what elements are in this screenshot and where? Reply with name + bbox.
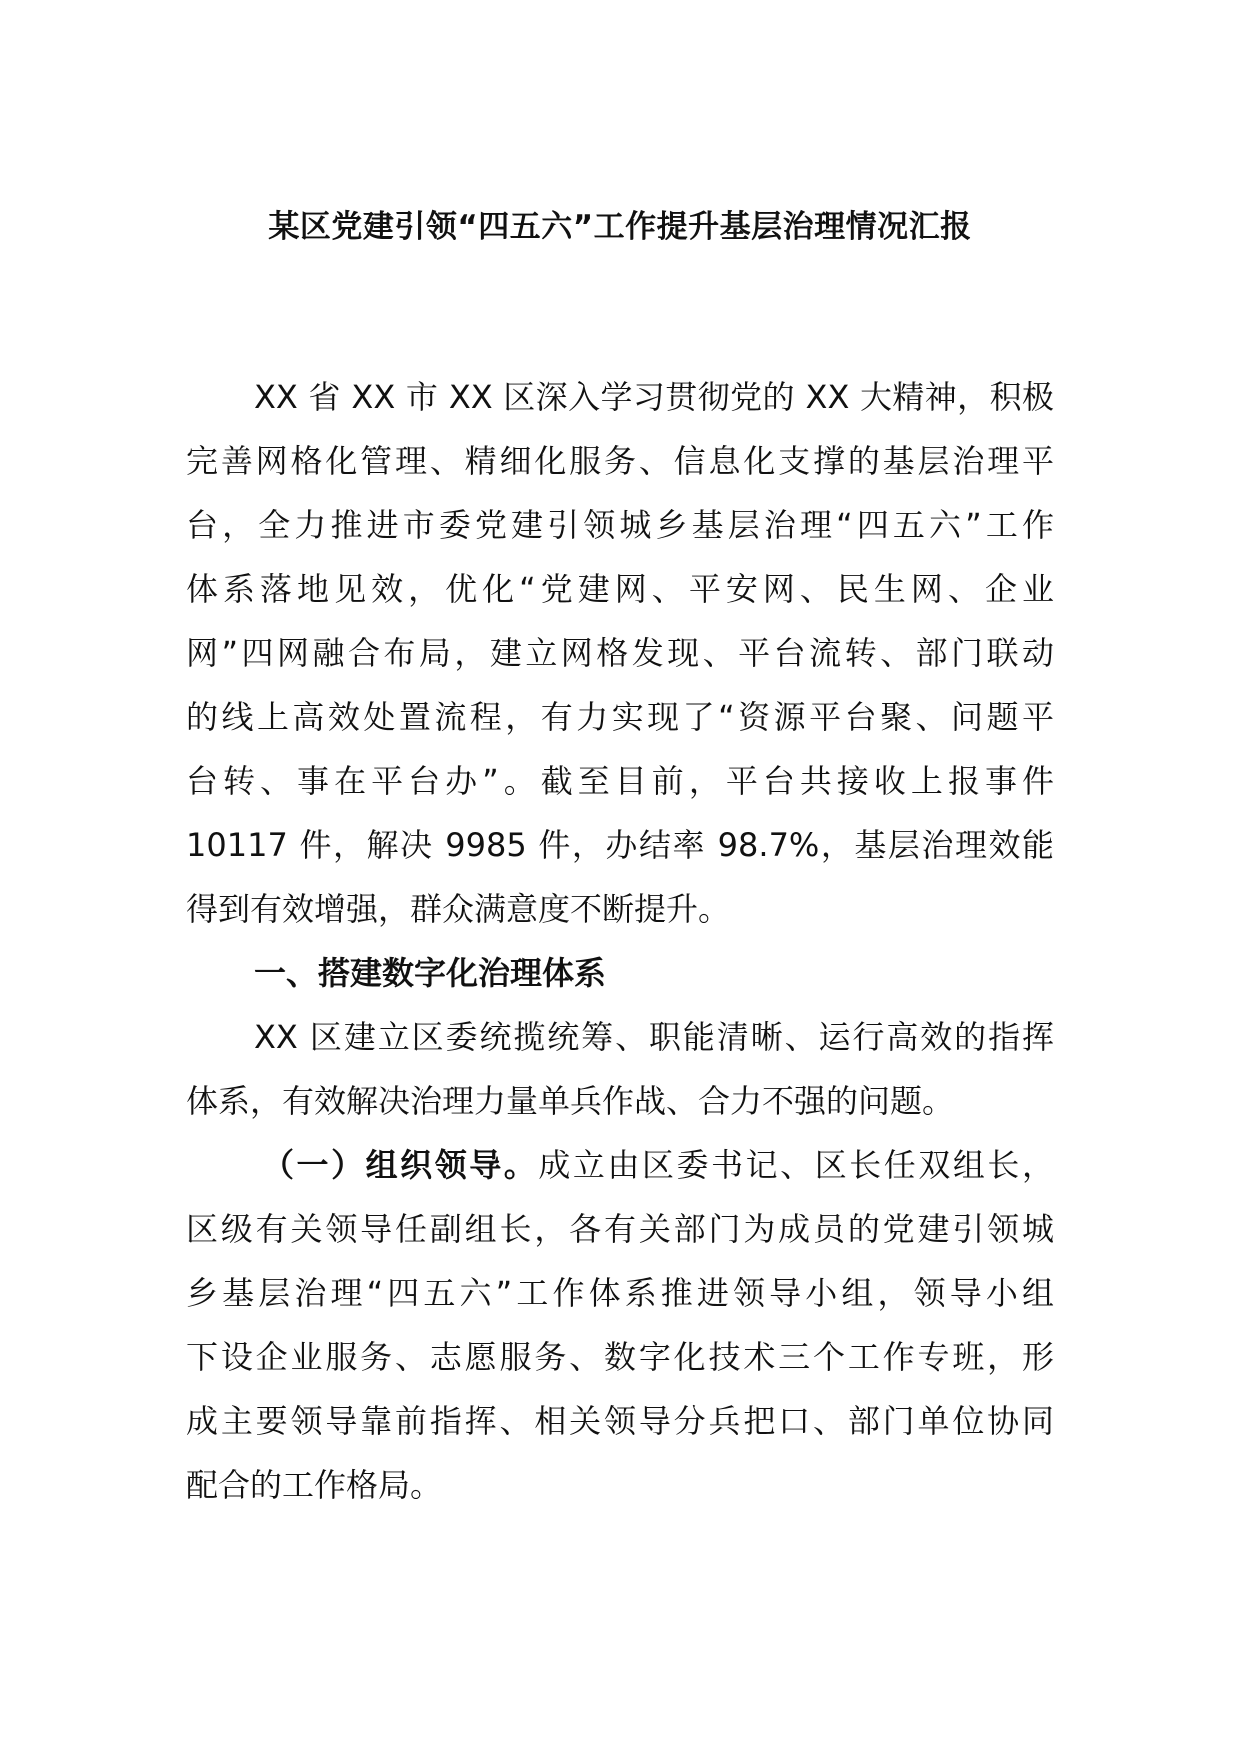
- document-body: [186, 365, 1054, 1517]
- intro-paragraph-line: 台，全力推进市委党建引领城乡基层治理“四五六”工作: [186, 506, 1054, 544]
- subsection-paragraph-line: 成主要领导靠前指挥、相关领导分兵把口、部门单位协同: [186, 1402, 1054, 1440]
- subsection-lead: （一）组织领导。: [262, 1146, 539, 1184]
- section-paragraph-line: XX 区建立区委统揽统筹、职能清晰、运行高效的指挥: [254, 1018, 1054, 1056]
- subsection-paragraph-line: 配合的工作格局。: [186, 1466, 443, 1504]
- intro-paragraph-line: 台转、事在平台办”。截至目前，平台共接收上报事件: [186, 762, 1054, 800]
- subsection-paragraph-line: 下设企业服务、志愿服务、数字化技术三个工作专班，形: [186, 1338, 1054, 1376]
- subsection-first-line-rest: 成立由区委书记、区长任双组长，: [538, 1146, 1054, 1184]
- subsection-paragraph-line: 乡基层治理“四五六”工作体系推进领导小组，领导小组: [186, 1274, 1054, 1312]
- subsection-paragraph-line: 区级有关领导任副组长，各有关部门为成员的党建引领城: [186, 1210, 1054, 1248]
- document-title: 某区党建引领“四五六”工作提升基层治理情况汇报: [268, 209, 972, 245]
- section-heading: 一、搭建数字化治理体系: [254, 954, 607, 992]
- intro-paragraph-line: 得到有效增强，群众满意度不断提升。: [186, 890, 731, 928]
- intro-paragraph-line: XX 省 XX 市 XX 区深入学习贯彻党的 XX 大精神，积极: [254, 378, 1054, 416]
- intro-paragraph-line: 网”四网融合布局，建立网格发现、平台流转、部门联动: [186, 634, 1054, 672]
- intro-paragraph-line: 10117 件，解决 9985 件，办结率 98.7%，基层治理效能: [186, 826, 1054, 864]
- intro-paragraph-line: 体系落地见效，优化“党建网、平安网、民生网、企业: [186, 570, 1054, 608]
- intro-paragraph-line: 的线上高效处置流程，有力实现了“资源平台聚、问题平: [186, 698, 1054, 736]
- subsection-first-line: [186, 1133, 1054, 1197]
- intro-paragraph-line: 完善网格化管理、精细化服务、信息化支撑的基层治理平: [186, 442, 1054, 480]
- section-paragraph-line: 体系，有效解决治理力量单兵作战、合力不强的问题。: [186, 1082, 955, 1120]
